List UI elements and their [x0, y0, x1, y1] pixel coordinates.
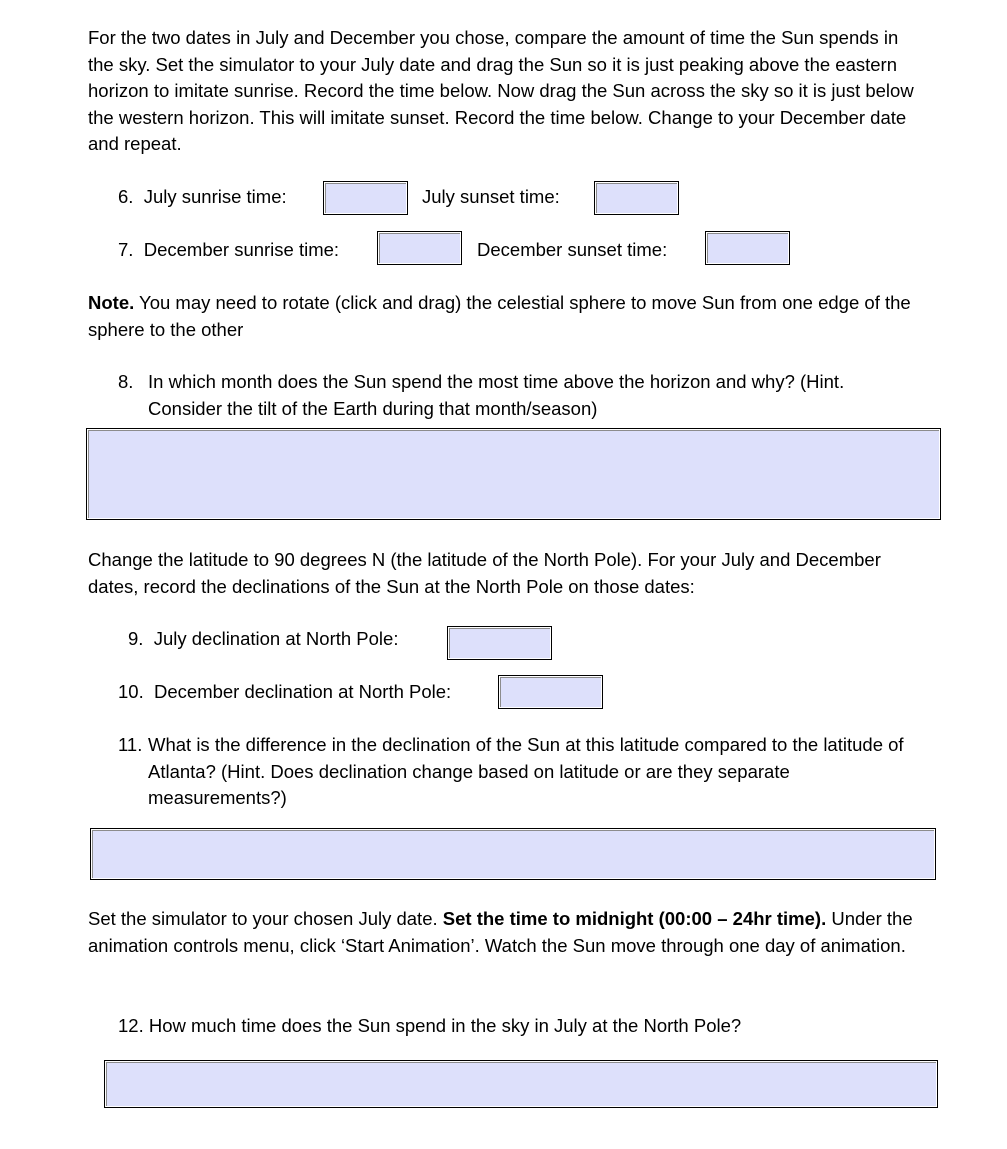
q11-answer-field[interactable]: [90, 828, 936, 880]
q8-text: In which month does the Sun spend the most time above the horizon and why? (Hint. Consider the tilt of the Earth during that month/season): [148, 371, 845, 419]
q12-number: 12.: [118, 1015, 144, 1036]
q10-row: [118, 679, 451, 706]
q10-number: 10.: [118, 681, 144, 702]
q7-row: [118, 237, 339, 264]
december-declination-field[interactable]: [498, 675, 603, 709]
q9-row: [128, 626, 398, 653]
july-declination-input[interactable]: [448, 627, 551, 659]
latitude-paragraph: Change the latitude to 90 degrees N (the latitude of the North Pole). For your July and December dates, record the declinations of the Sun at the North Pole on those dates:: [88, 549, 881, 597]
intro-paragraph: For the two dates in July and December you chose, compare the amount of time the Sun spends in the sky. Set the simulator to your July date and drag the Sun so it is just peaking above the eastern horizon to imitate sunrise. Record the time below. Now drag the Sun across the sky so it is just below the western horizon. This will imitate sunset. Record the time below. Change to your December date and repeat.: [88, 27, 914, 154]
q7-december-sunset-label: December sunset time:: [477, 239, 668, 260]
december-sunset-field[interactable]: [705, 231, 790, 265]
q12-row: [118, 1013, 741, 1040]
q8-question: [118, 369, 898, 422]
q7-december-sunrise-label: December sunrise time:: [143, 239, 340, 260]
q8-answer-input[interactable]: [87, 429, 940, 519]
q8-number: 8.: [118, 371, 134, 392]
q6-july-sunset-label: July sunset time:: [422, 186, 560, 207]
july-declination-field[interactable]: [447, 626, 552, 660]
december-sunrise-input[interactable]: [378, 232, 461, 264]
animation-text-1: Set the simulator to your chosen July date.: [88, 908, 443, 929]
note-bold: Note.: [88, 292, 135, 313]
q12-answer-input[interactable]: [105, 1061, 937, 1107]
q12-answer-field[interactable]: [104, 1060, 938, 1108]
july-sunrise-field[interactable]: [323, 181, 408, 215]
note-paragraph: [88, 290, 928, 343]
q6-number: 6.: [118, 186, 134, 207]
july-sunrise-input[interactable]: [324, 182, 407, 214]
q8-answer-field[interactable]: [86, 428, 941, 520]
q10-label: December declination at North Pole:: [154, 681, 452, 702]
q11-answer-input[interactable]: [91, 829, 935, 879]
december-sunrise-field[interactable]: [377, 231, 462, 265]
q7-number: 7.: [118, 239, 134, 260]
q11-text: What is the difference in the declination of the Sun at this latitude compared to the latitude of Atlanta? (Hint. Does declination change based on latitude or are they separate measurements?): [148, 734, 904, 808]
animation-bold: Set the time to midnight (00:00 – 24hr time).: [442, 908, 827, 929]
july-sunset-field[interactable]: [594, 181, 679, 215]
q9-number: 9.: [128, 628, 144, 649]
july-sunset-input[interactable]: [595, 182, 678, 214]
q12-text: How much time does the Sun spend in the sky in July at the North Pole?: [148, 1015, 742, 1036]
animation-text-2: Under the animation controls menu, click ‘Start Animation’. Watch the Sun move through one day of animation.: [88, 908, 913, 956]
q11-number: 11.: [118, 734, 143, 755]
december-sunset-input[interactable]: [706, 232, 789, 264]
q9-label: July declination at North Pole:: [153, 628, 399, 649]
december-declination-input[interactable]: [499, 676, 602, 708]
animation-paragraph: [88, 906, 928, 959]
q6-row: [118, 184, 287, 211]
note-text: You may need to rotate (click and drag) the celestial sphere to move Sun from one edge of the sphere to the other: [88, 292, 911, 340]
q11-question: [118, 732, 908, 812]
q6-july-sunrise-label: July sunrise time:: [143, 186, 287, 207]
